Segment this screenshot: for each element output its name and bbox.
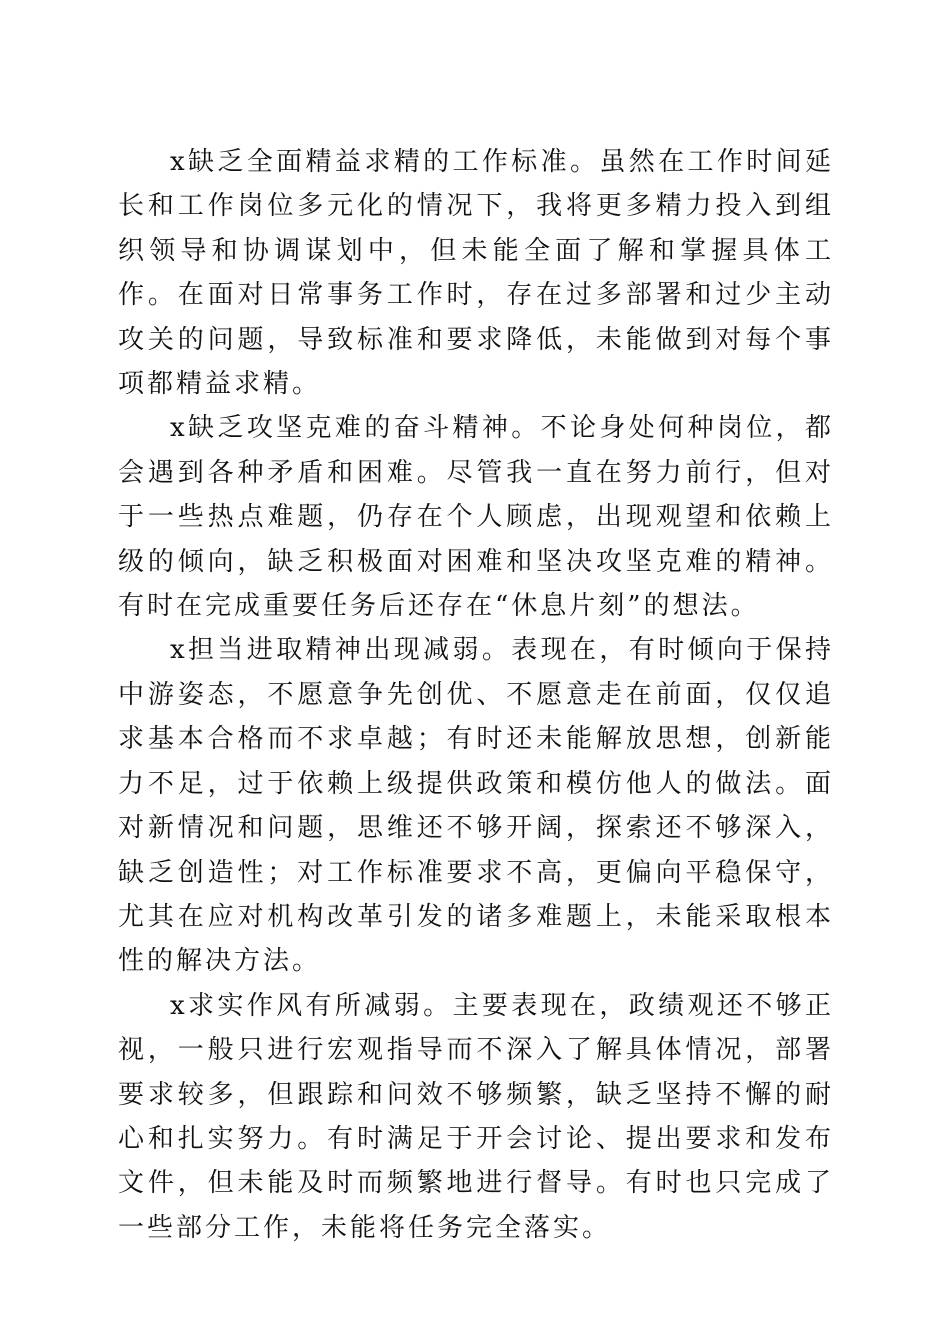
paragraph-struggle-spirit: x缺乏攻坚克难的奋斗精神。不论身处何种岗位，都会遇到各种矛盾和困难。尽管我一直在努力前行，但对于一些热点难题，仍存在个人顾虑，出现观望和依赖上级的倾向，缺乏积极面对困难和坚决攻坚克难的精神。有时在完成重要任务后还存在“休息片刻”的想法。 bbox=[118, 413, 834, 622]
paragraph-work-standard: x缺乏全面精益求精的工作标准。虽然在工作时间延长和工作岗位多元化的情况下，我将更多精力投入到组织领导和协调谋划中，但未能全面了解和掌握具体工作。在面对日常事务工作时，存在过多部署和过少主动攻关的问题，导致标准和要求降低，未能做到对每个事项都精益求精。 bbox=[118, 147, 834, 400]
paragraph-practical-style: x求实作风有所减弱。主要表现在，政绩观还不够正视，一般只进行宏观指导而不深入了解具体情况，部署要求较多，但跟踪和问效不够频繁，缺乏坚持不懈的耐心和扎实努力。有时满足于开会讨论、提出要求和发布文件，但未能及时而频繁地进行督导。有时也只完成了一些部分工作，未能将任务完全落实。 bbox=[118, 990, 834, 1243]
paragraph-enterprising-spirit: x担当进取精神出现减弱。表现在，有时倾向于保持中游姿态，不愿意争先创优、不愿意走在前面，仅仅追求基本合格而不求卓越；有时还未能解放思想，创新能力不足，过于依赖上级提供政策和模仿他人的做法。面对新情况和问题，思维还不够开阔，探索还不够深入，缺乏创造性；对工作标准要求不高，更偏向平稳保守，尤其在应对机构改革引发的诸多难题上，未能采取根本性的解决方法。 bbox=[118, 635, 834, 977]
document-body bbox=[118, 140, 834, 1250]
